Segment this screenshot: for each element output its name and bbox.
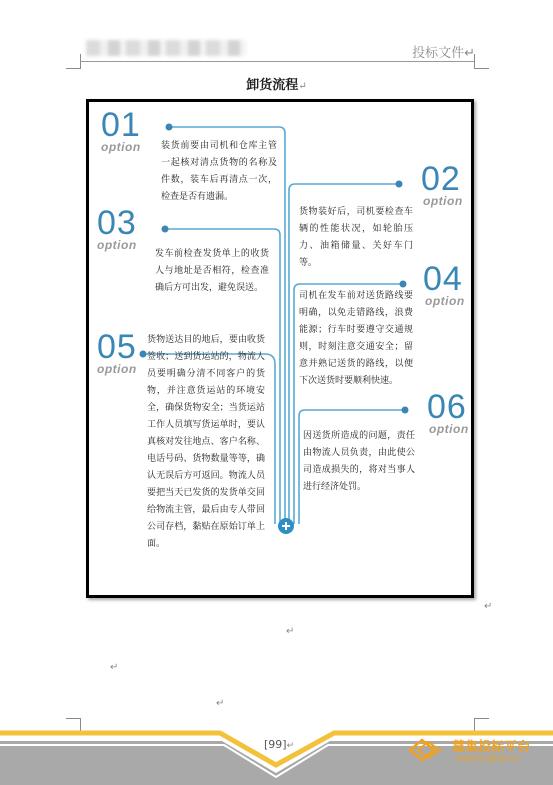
step-01-number: 01 [101,106,141,144]
header-rule [80,61,474,62]
step-06-caption: option [429,422,469,436]
step-06-number: 06 [427,388,467,426]
infographic-frame [86,99,474,598]
step-01-text: 装货前要由司机和仓库主管一起核对清点货物的名称及件数，装车后再清点一次，检查是否有遗漏。 [161,141,277,202]
page-number: [99]↵ [264,738,295,751]
step-01-caption: option [101,140,141,154]
redacted-header-logo [86,40,246,56]
page-title: 卸货流程↵ [246,78,307,93]
step-05-number: 05 [97,328,137,366]
node-06 [402,407,409,414]
step-04-text: 司机在发车前对送货路线要明确，以免走错路线，浪费能源；行车时要遵守交通规则，时刻注意交通安全；留意并熟记送货的路线，以便下次送货时要顺利快速。 [299,291,413,386]
step-06-text: 因送货所造成的问题，责任由物流人员负责，由此使公司造成损失的，将对当事人进行经济处罚。 [303,431,415,492]
step-05-text: 货物送达目的地后，要由收货签收；送到货运站的，物流人员要明确分清不同客户的货物，并注意货运站的环境安全，确保货物安全；当货运站工作人员填写货运单时，要认真核对发往地点、客户名称、电话号码、货物数量等等，确认无误后方可返回。物流人员要把当天已发货的发货单交回给物流主管，最后由专人带回公司存档，黏贴在原始订单上面。 [147,335,265,549]
step-04-number: 04 [423,260,463,298]
paragraph-mark: ↵ [286,741,295,751]
node-05 [140,351,147,358]
step-02-number: 02 [421,160,461,198]
header-title: 投标文件↵ [412,46,475,61]
plus-icon [278,518,294,534]
step-03-number: 03 [97,204,137,242]
node-04 [400,281,407,288]
crop-mark-top-left [66,54,81,69]
step-04-caption: option [425,294,465,308]
step-02-text: 货物装好后，司机要检查车辆的性能状况，如轮胎压力、油箱储量、关好车门等。 [299,207,413,268]
step-03-caption: option [97,238,137,252]
node-01 [166,124,173,131]
paragraph-mark: ↵ [484,601,493,612]
brand-logo-icon [406,736,446,764]
crop-mark-top-right [474,54,489,69]
brand-url: www.huijibid.cn [456,754,519,763]
brand-name: 慧集投标平台 [452,740,531,755]
paragraph-mark: ↵ [464,46,475,61]
paragraph-mark: ↵ [286,626,295,637]
step-03-text: 发车前检查发货单上的收货人与地址是否相符，检查准确后方可出发，避免误送。 [155,249,269,293]
node-03 [162,226,169,233]
step-05-caption: option [97,362,137,376]
step-02-caption: option [423,194,463,208]
paragraph-mark: ↵ [110,662,119,673]
node-02 [396,181,403,188]
paragraph-mark: ↵ [216,698,225,709]
paragraph-mark: ↵ [298,81,307,92]
